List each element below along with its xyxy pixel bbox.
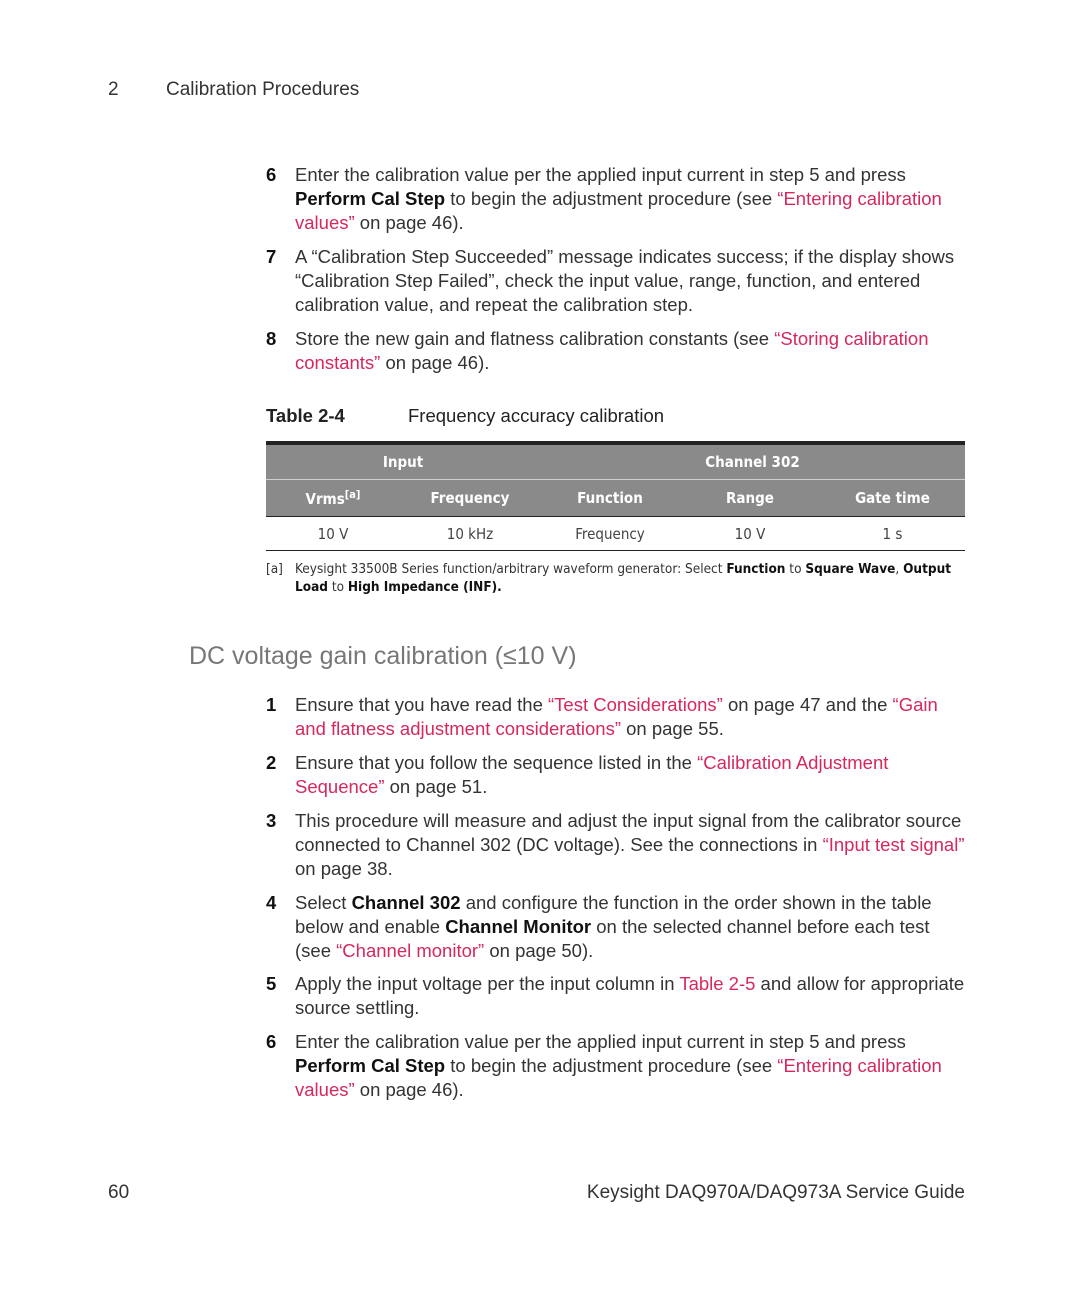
text-run: Keysight 33500B Series function/arbitrary waveform generator: Select <box>295 561 727 577</box>
step-number: 6 <box>266 1031 277 1052</box>
table-caption-title: Frequency accuracy calibration <box>408 405 665 426</box>
text-run: Select <box>295 892 352 913</box>
table-row <box>266 517 965 551</box>
group-header-channel: Channel 302 <box>540 443 965 480</box>
step-number: 6 <box>266 164 277 185</box>
cross-reference-link[interactable]: Table 2-5 <box>679 973 756 994</box>
table-column-header-row <box>266 480 965 517</box>
cross-reference-link[interactable]: “Entering calibration values” <box>295 188 942 233</box>
bold-term: Square Wave <box>805 561 896 577</box>
step-number: 3 <box>266 810 277 831</box>
chapter-number: 2 <box>108 79 119 100</box>
text-run: to begin the adjustment procedure (see <box>445 188 778 209</box>
text-run: on page 46). <box>354 1079 464 1100</box>
cross-reference-link[interactable]: “Entering calibration values” <box>295 1055 942 1100</box>
column-header-vrms-label: Vrms <box>305 490 345 508</box>
step-number: 2 <box>266 752 277 773</box>
step-text <box>295 327 966 375</box>
text-run: to <box>785 561 806 577</box>
step-number: 7 <box>266 246 277 267</box>
step-item <box>266 245 966 317</box>
step-item <box>266 327 966 375</box>
table-cell: 10 kHz <box>400 517 540 551</box>
step-text <box>295 751 966 799</box>
text-run: on the selected channel before each test (see <box>295 916 930 961</box>
cross-reference-link[interactable]: “Input test signal” <box>822 834 965 855</box>
cross-reference-link[interactable]: “Gain and flatness adjustment considerations” <box>295 694 938 739</box>
text-run: A “Calibration Step Succeeded” message indicates success; if the display shows “Calibration Step Failed”, check the input value, range, function, and entered calibration value, and repeat the calibration step. <box>295 246 955 315</box>
step-text <box>295 163 966 235</box>
table-footnote <box>266 560 966 596</box>
page-number: 60 <box>108 1182 130 1203</box>
step-item <box>266 751 966 799</box>
text-run: on page 51. <box>384 776 488 797</box>
text-run: to begin the adjustment procedure (see <box>445 1055 778 1076</box>
step-number: 8 <box>266 328 277 349</box>
table-cell: 1 s <box>820 517 965 551</box>
text-run: Enter the calibration value per the applied input current in step 5 and press <box>295 164 906 185</box>
text-run: Apply the input voltage per the input column in <box>295 973 680 994</box>
footnote-text <box>295 560 966 596</box>
step-number: 4 <box>266 892 277 913</box>
text-run: on page 46). <box>354 212 464 233</box>
text-run: Ensure that you have read the <box>295 694 549 715</box>
bold-term: Perform Cal Step <box>295 1055 446 1076</box>
cross-reference-link[interactable]: “Test Considerations” <box>548 694 723 715</box>
step-text <box>295 972 966 1020</box>
cross-reference-link[interactable]: “Storing calibration constants” <box>295 328 929 373</box>
step-text <box>295 891 966 963</box>
step-item <box>266 1030 966 1102</box>
step-item <box>266 972 966 1020</box>
text-run: on page 55. <box>621 718 724 739</box>
column-header-frequency: Frequency <box>400 480 540 517</box>
step-text <box>295 693 966 741</box>
step-number: 1 <box>266 694 277 715</box>
text-run: to <box>327 579 348 595</box>
text-run: , <box>895 561 904 577</box>
column-header-range: Range <box>680 480 820 517</box>
step-text <box>295 1030 966 1102</box>
text-run: on page 38. <box>295 858 393 879</box>
bold-term: Output Load <box>295 561 952 595</box>
step-item <box>266 163 966 235</box>
step-text <box>295 245 966 317</box>
footnote-ref: [a] <box>344 488 361 501</box>
text-run: on page 50). <box>484 940 594 961</box>
step-text <box>295 809 966 881</box>
step-number: 5 <box>266 973 277 994</box>
step-item <box>266 809 966 881</box>
cross-reference-link[interactable]: “Calibration Adjustment Sequence” <box>295 752 889 797</box>
table-cell: 10 V <box>680 517 820 551</box>
bold-term: Function <box>726 561 786 577</box>
column-header-function: Function <box>540 480 680 517</box>
text-run: on page 46). <box>380 352 490 373</box>
footnote-mark: [a] <box>266 561 283 577</box>
step-item <box>266 891 966 963</box>
column-header-gate-time: Gate time <box>820 480 965 517</box>
column-header-vrms <box>266 480 400 517</box>
text-run: Ensure that you follow the sequence listed in the <box>295 752 698 773</box>
group-header-input: Input <box>266 443 540 480</box>
step-item <box>266 693 966 741</box>
bold-term: High Impedance (INF). <box>347 579 502 595</box>
bold-term: Channel Monitor <box>445 916 592 937</box>
document-title: Keysight DAQ970A/DAQ973A Service Guide <box>586 1182 965 1203</box>
calibration-table <box>266 441 965 551</box>
cross-reference-link[interactable]: “Channel monitor” <box>336 940 485 961</box>
table-cell: 10 V <box>266 517 400 551</box>
bold-term: Channel 302 <box>351 892 461 913</box>
table-caption-id: Table 2-4 <box>266 405 345 426</box>
text-run: This procedure will measure and adjust the input signal from the calibrator source connected to Channel 302 (DC voltage). See the connections in <box>295 810 962 855</box>
text-run: Store the new gain and flatness calibration constants (see <box>295 328 775 349</box>
bold-term: Perform Cal Step <box>295 188 446 209</box>
chapter-title: Calibration Procedures <box>166 79 360 100</box>
text-run: and configure the function in the order shown in the table below and enable <box>295 892 932 937</box>
section-title: DC voltage gain calibration (≤10 V) <box>189 642 577 670</box>
table-cell: Frequency <box>540 517 680 551</box>
text-run: on page 47 and the <box>722 694 893 715</box>
text-run: and allow for appropriate source settling. <box>295 973 965 1018</box>
table-group-header-row <box>266 443 965 480</box>
text-run: Enter the calibration value per the applied input current in step 5 and press <box>295 1031 906 1052</box>
